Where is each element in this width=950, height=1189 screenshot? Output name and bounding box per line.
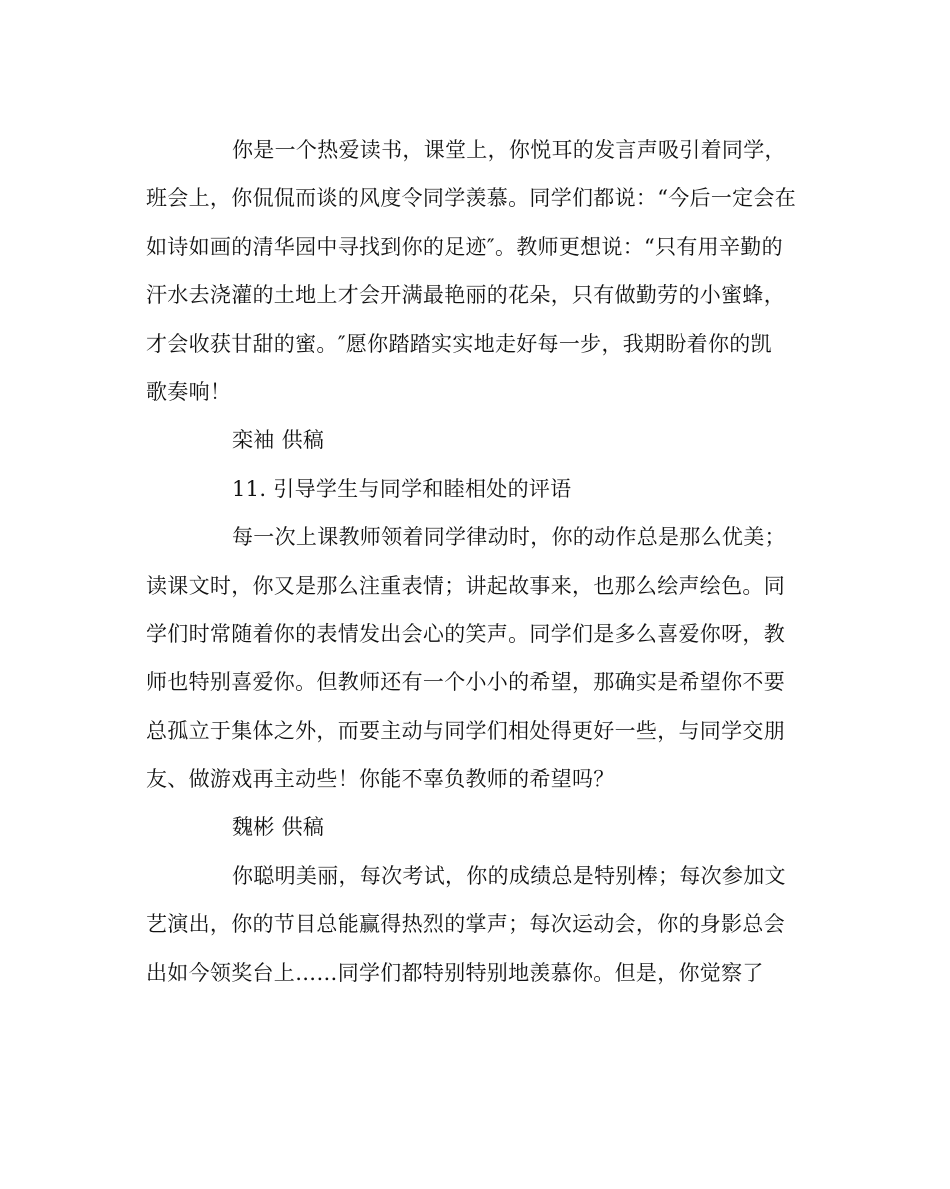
paragraph-line: 师也特别喜爱你。但教师还有一个小小的希望，那确实是希望你不要 (146, 670, 785, 695)
document-body (146, 126, 810, 997)
paragraph-line: 学们时常随着你的表情发出会心的笑声。同学们是多么喜爱你呀，教 (146, 621, 785, 646)
contributor-credit: 栾袖 供稿 (232, 428, 325, 453)
contributor-credit: 魏彬 供稿 (232, 815, 325, 840)
paragraph-line: 汗水去浇灌的土地上才会开满最艳丽的花朵，只有做勤劳的小蜜蜂， (146, 283, 785, 308)
paragraph-line: 艺演出，你的节目总能赢得热烈的掌声；每次运动会，你的身影总会 (146, 912, 785, 937)
paragraph-line: 你是一个热爱读书，课堂上，你悦耳的发言声吸引着同学， (232, 138, 786, 162)
paragraph-line: 每一次上课教师领着同学律动时，你的动作总是那么优美； (232, 525, 786, 550)
paragraph-line: 你聪明美丽，每次考试，你的成绩总是特别棒；每次参加文 (232, 863, 786, 888)
paragraph-line: 才会收获甘甜的蜜。″愿你踏踏实实地走好每一步，我期盼着你的凯 (146, 331, 772, 356)
paragraph-line: 读课文时，你又是那么注重表情；讲起故事来，也那么绘声绘色。同 (146, 573, 785, 598)
section-heading: 11. 引导学生与同学和睦相处的评语 (232, 476, 572, 501)
paragraph-line: 歌奏响！ (146, 379, 232, 404)
paragraph-line: 出如今领奖台上……同学们都特别特别地羡慕你。但是，你觉察了 (146, 960, 764, 985)
paragraph-line: 班会上，你侃侃而谈的风度令同学羡慕。同学们都说：“今后一定会在 (146, 186, 797, 211)
paragraph-line: 总孤立于集体之外，而要主动与同学们相处得更好一些，与同学交朋 (146, 718, 785, 743)
paragraph-line: 如诗如画的清华园中寻找到你的足迹″。教师更想说：“只有用辛勤的 (146, 234, 783, 259)
paragraph-line: 友、做游戏再主动些！你能不辜负教师的希望吗？ (146, 767, 615, 792)
